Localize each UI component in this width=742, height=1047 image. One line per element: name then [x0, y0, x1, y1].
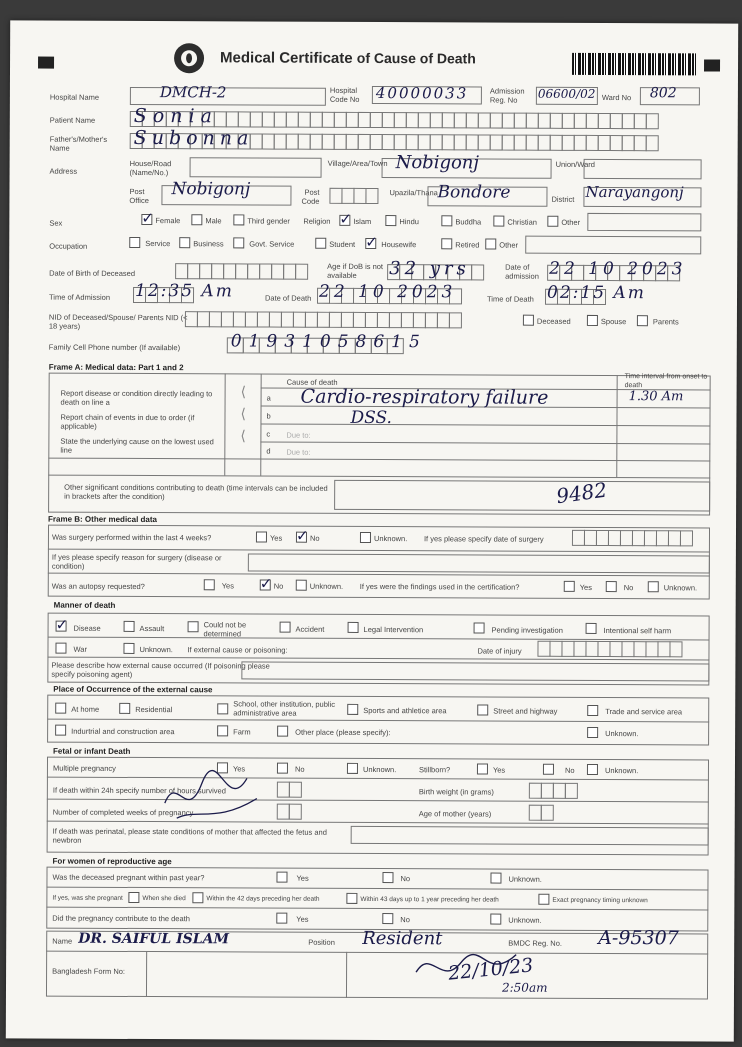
women-title: For women of reproductive age: [52, 856, 172, 867]
street-label: Street and highway: [493, 706, 558, 716]
accident-label: Accident: [295, 624, 325, 634]
upazila-label: Upazila/Thana: [389, 188, 438, 198]
stillborn-unknown-checkbox[interactable]: [587, 764, 598, 775]
school-label: School, other institution, public administrative area: [233, 699, 335, 718]
findings-no-label: No: [623, 583, 634, 593]
contribute-no-checkbox[interactable]: [382, 913, 393, 924]
business-checkbox[interactable]: [179, 237, 190, 248]
retired-checkbox[interactable]: [441, 238, 452, 249]
self-harm-label: Intentional self harm: [603, 626, 672, 636]
disease-checkbox[interactable]: [56, 621, 67, 632]
contribute-question: Did the pregnancy contribute to the death: [52, 913, 190, 924]
mother-age-cells[interactable]: [529, 805, 553, 821]
parents-label: Parents: [652, 317, 679, 327]
male-checkbox[interactable]: [191, 214, 202, 225]
war-checkbox[interactable]: [55, 643, 66, 654]
union-field[interactable]: [584, 159, 702, 180]
page-title: Medical Certificate of Cause of Death: [220, 49, 476, 67]
stillborn-no-checkbox[interactable]: [543, 764, 554, 775]
disease-label: Disease: [73, 623, 101, 633]
toa-label: Time of Admission: [48, 292, 111, 302]
form-no-label: Bangladesh Form No:: [52, 966, 126, 976]
certificate-page: [6, 20, 738, 1041]
spouse-label: Spouse: [600, 316, 627, 327]
nid-label: NID of Deceased/Spouse/ Parents NID (< 18 years): [48, 312, 188, 331]
findings-unknown-checkbox[interactable]: [648, 581, 659, 592]
mother-age-label: Age of mother (years): [418, 809, 492, 819]
govt-service-checkbox[interactable]: [233, 237, 244, 248]
perinatal-field[interactable]: [351, 826, 709, 846]
residential-label: Residential: [135, 704, 173, 715]
due-to-d: Due to:: [286, 447, 311, 457]
interval-a-value: 1.30 Am: [628, 389, 684, 405]
sports-checkbox[interactable]: [347, 704, 358, 715]
pregnant-yes-checkbox[interactable]: [276, 872, 287, 883]
war-label: War: [73, 644, 87, 654]
union-label: Union/Ward: [555, 159, 595, 169]
retired-label: Retired: [455, 240, 480, 250]
other-religion-field[interactable]: [587, 213, 701, 231]
other-occupation-field[interactable]: [525, 236, 701, 255]
exact-checkbox[interactable]: [538, 894, 549, 905]
female-label: Female: [155, 216, 181, 226]
hospital-name-label: Hospital Name: [49, 92, 100, 102]
village-label: Village/Area/Town: [327, 158, 388, 169]
post-office-value: Nobigonj: [171, 179, 251, 200]
dob-cells[interactable]: [175, 263, 307, 280]
pregnant-no-checkbox[interactable]: [382, 872, 393, 883]
religion-label: Religion: [303, 216, 331, 226]
signer-name-value: DR. SAIFUL ISLAM: [78, 930, 230, 948]
spouse-checkbox[interactable]: [587, 315, 598, 326]
street-checkbox[interactable]: [477, 704, 488, 715]
contribute-yes-label: Yes: [296, 914, 309, 924]
pending-label: Pending investigation: [491, 625, 563, 635]
other-religion-label: Other: [561, 217, 581, 227]
manner-unknown-label: Unknown.: [139, 644, 173, 655]
post-code-label: Post Code: [301, 187, 320, 206]
part1-a-text: Report disease or condition directly leading to death on line a: [60, 388, 213, 407]
signature-scribble-stamp: [157, 763, 277, 834]
surgery-date-cells[interactable]: [572, 530, 692, 547]
due-to-c: Due to:: [286, 430, 311, 440]
birth-weight-cells[interactable]: [529, 783, 577, 799]
surgery-no-checkbox[interactable]: [296, 532, 307, 543]
within42-checkbox[interactable]: [192, 892, 203, 903]
findings-yes-checkbox[interactable]: [564, 581, 575, 592]
hospital-code-label: Hospital Code No: [329, 85, 360, 104]
part1-b-text: Report chain of events in due to order (if applicable): [60, 412, 195, 431]
frame-b-title: Frame B: Other medical data: [48, 514, 157, 525]
christian-label: Christian: [507, 217, 537, 227]
could-not-label: Could not be determined: [203, 620, 247, 639]
autopsy-yes-checkbox[interactable]: [204, 579, 215, 590]
multiple-no-label: No: [294, 764, 305, 774]
signer-position-value: Resident: [362, 927, 443, 950]
autopsy-no-checkbox[interactable]: [260, 580, 271, 591]
tod-value: 02:15 Am: [546, 282, 646, 304]
findings-unknown-label: Unknown.: [663, 583, 698, 593]
contribute-yes-checkbox[interactable]: [276, 913, 287, 924]
sex-label: Sex: [49, 218, 63, 228]
when-question: If yes, was she pregnant: [52, 894, 123, 902]
dob-label: Date of Birth of Deceased: [49, 268, 136, 278]
place-title: Place of Occurrence of the external cause: [53, 684, 213, 695]
toa-value: 12:35 Am: [135, 280, 234, 302]
multiple-pregnancy-label: Multiple pregnancy: [52, 763, 116, 773]
other-religion-checkbox[interactable]: [547, 216, 558, 227]
father-name-value: Subonna: [133, 126, 254, 150]
admission-reg-label: Admission Reg. No: [489, 86, 525, 105]
male-label: Male: [205, 216, 222, 226]
autopsy-no-label: No: [273, 581, 284, 591]
signer-position-label: Position: [308, 937, 335, 947]
multiple-unknown-label: Unknown.: [362, 764, 397, 775]
surgery-reason-field[interactable]: [248, 553, 710, 573]
surgery-question: Was surgery performed within the last 4 weeks?: [51, 532, 212, 543]
autopsy-unknown-checkbox[interactable]: [296, 580, 307, 591]
hindu-label: Hindu: [399, 217, 419, 227]
housewife-label: Housewife: [381, 240, 417, 250]
within43-checkbox[interactable]: [346, 893, 357, 904]
exact-label: Exact pregnancy timing unknown: [552, 896, 648, 905]
age-value: 32 yrs: [389, 258, 470, 280]
part2-text: Other significant conditions contributing to death (time intervals can be included in brackets after the condition): [64, 482, 328, 502]
cause-header: Cause of death: [286, 377, 338, 387]
within24-cells[interactable]: [277, 782, 301, 798]
hospital-name-value: DMCH-2: [159, 83, 227, 102]
hospital-code-value: 40000033: [375, 84, 469, 103]
age-label: Age if DoB is not available: [327, 261, 384, 280]
industrial-checkbox[interactable]: [55, 725, 66, 736]
within24-label: If death within 24h specify number of hours survived: [52, 785, 226, 796]
weeks-cells[interactable]: [277, 804, 301, 820]
sign-date-value: 22/10/23: [447, 954, 535, 985]
sports-label: Sports and athletice area: [363, 705, 447, 716]
upazila-value: Bondore: [437, 182, 511, 203]
hindu-checkbox[interactable]: [385, 215, 396, 226]
patient-name-value: Sonia: [133, 104, 218, 128]
deceased-checkbox[interactable]: [523, 315, 534, 326]
pregnant-unknown-checkbox[interactable]: [490, 873, 501, 884]
islam-label: Islam: [353, 216, 372, 226]
contribute-no-label: No: [400, 915, 410, 925]
third-gender-checkbox[interactable]: [233, 214, 244, 225]
surgery-unknown-label: Unknown.: [373, 534, 408, 544]
doa-value: 22 10 2023: [549, 258, 687, 280]
when-died-checkbox[interactable]: [128, 892, 139, 903]
pregnant-yes-label: Yes: [296, 873, 309, 883]
weeks-label: Number of completed weeks of pregnancy: [52, 807, 194, 818]
house-label: House/Road (Name/No.): [129, 158, 172, 178]
stillborn-label: Stillborn?: [418, 765, 451, 775]
buddha-label: Buddha: [455, 217, 482, 227]
school-checkbox[interactable]: [217, 703, 228, 714]
bmdc-label: BMDC Reg. No.: [508, 938, 562, 948]
contribute-unknown-checkbox[interactable]: [490, 914, 501, 925]
phone-value: 01931058615: [230, 331, 427, 353]
female-checkbox[interactable]: [141, 214, 152, 225]
manner-unknown-checkbox[interactable]: [123, 643, 134, 654]
ward-label: Ward No: [601, 92, 632, 103]
district-label: District: [551, 194, 575, 204]
line-a-label: a: [266, 393, 271, 403]
tod-label: Time of Death: [486, 294, 534, 304]
christian-checkbox[interactable]: [493, 216, 504, 227]
legal-label: Legal Intervention: [363, 624, 424, 635]
dod-label: Date of Death: [264, 293, 312, 303]
signer-name-label: Name: [52, 936, 73, 946]
surgery-unknown-checkbox[interactable]: [360, 532, 371, 543]
ward-value: 802: [649, 85, 677, 102]
multiple-no-checkbox[interactable]: [277, 763, 288, 774]
findings-yes-label: Yes: [579, 582, 593, 592]
when-died-label: When she died: [142, 895, 186, 903]
farm-checkbox[interactable]: [217, 725, 228, 736]
date-injury-cells[interactable]: [537, 641, 681, 658]
manner-title: Manner of death: [53, 600, 116, 610]
birth-weight-label: Birth weight (in grams): [418, 787, 494, 797]
other-place-checkbox[interactable]: [277, 726, 288, 737]
autopsy-unknown-label: Unknown.: [309, 581, 344, 591]
third-gender-label: Third gender: [247, 216, 290, 226]
corner-mark-right: [704, 59, 720, 71]
trade-checkbox[interactable]: [587, 705, 598, 716]
place-unknown-label: Unknown.: [605, 729, 639, 739]
residential-checkbox[interactable]: [119, 703, 130, 714]
cause-a-value: Cardio-respiratory failure: [300, 385, 549, 409]
other-place-label: Other place (please specify):: [295, 727, 391, 738]
assault-checkbox[interactable]: [124, 621, 135, 632]
cause-b-value: DSS.: [350, 407, 392, 429]
line-c-label: c: [266, 429, 271, 439]
perinatal-label: If death was perinatal, please state conditions of mother that affected the fetus and newbron: [52, 826, 327, 845]
fetal-title: Fetal or infant Death: [53, 746, 131, 756]
interval-header: Time interval from onset to death: [624, 373, 708, 390]
line-d-label: d: [266, 446, 271, 456]
village-value: Nobigonj: [395, 152, 480, 174]
frame-a-title: Frame A: Medical data: Part 1 and 2: [48, 362, 184, 373]
district-value: Narayangonj: [585, 182, 684, 202]
barcode: [572, 53, 696, 76]
house-field[interactable]: [190, 157, 322, 178]
brace-b-icon: ⟨: [240, 405, 247, 422]
place-unknown-checkbox[interactable]: [587, 727, 598, 738]
admission-reg-value: 06600/02: [537, 86, 596, 101]
scribble-number: 9482: [554, 477, 609, 509]
sign-time-value: 2:50am: [501, 980, 548, 995]
islam-checkbox[interactable]: [339, 215, 350, 226]
within43-label: Within 43 days up to 1 year preceding her death: [360, 895, 499, 904]
autopsy-question: Was an autopsy requested?: [51, 581, 145, 592]
pending-checkbox[interactable]: [474, 622, 485, 633]
post-code-cells[interactable]: [329, 188, 377, 204]
corner-mark-left: [38, 57, 54, 69]
brace-c-icon: ⟨: [240, 427, 246, 444]
farm-label: Farm: [233, 727, 251, 737]
post-office-label: Post Office: [129, 186, 149, 206]
address-label: Address: [49, 166, 78, 176]
student-checkbox[interactable]: [315, 238, 326, 249]
phone-label: Family Cell Phone number (If available): [48, 342, 181, 353]
stillborn-yes-checkbox[interactable]: [477, 763, 488, 774]
nid-cells[interactable]: [185, 311, 461, 328]
surgery-reason-label: If yes please specify reason for surgery (disease or condition): [51, 552, 222, 571]
other-occupation-label: Other: [499, 240, 519, 250]
parents-checkbox[interactable]: [637, 315, 648, 326]
assault-label: Assault: [139, 623, 165, 634]
housewife-checkbox[interactable]: [365, 238, 376, 249]
industrial-label: Indurtrial and construction area: [71, 726, 175, 737]
multiple-yes-label: Yes: [232, 764, 246, 774]
part1-c-text: State the underlying cause on the lowest used line: [60, 436, 214, 455]
dod-value: 22 10 2023: [318, 281, 457, 303]
bmdc-value: A-95307: [598, 926, 679, 950]
findings-no-checkbox[interactable]: [606, 581, 617, 592]
father-name-label: Father's/Mother's Name: [49, 134, 108, 153]
describe-label: Please describe how external cause occurred (If poisoning please specify poisoning agent): [51, 660, 270, 679]
date-injury-label: Date of injury: [477, 646, 522, 656]
signature-icon: [406, 942, 526, 993]
contribute-unknown-label: Unknown.: [508, 915, 542, 925]
occupation-label: Occupation: [49, 241, 88, 251]
patient-name-label: Patient Name: [49, 115, 96, 125]
line-b-label: b: [266, 411, 271, 421]
legal-checkbox[interactable]: [348, 622, 359, 633]
govt-service-label: Govt. Service: [249, 239, 295, 249]
service-checkbox[interactable]: [129, 237, 140, 248]
at-home-checkbox[interactable]: [55, 703, 66, 714]
surgery-yes-checkbox[interactable]: [256, 531, 267, 542]
stillborn-unknown-label: Unknown.: [604, 766, 639, 776]
autopsy-findings-label: If yes were the findings used in the certification?: [359, 581, 520, 592]
surgery-date-label: If yes please specify date of surgery: [423, 534, 544, 544]
stillborn-no-label: No: [564, 765, 575, 775]
service-label: Service: [145, 239, 171, 249]
accident-checkbox[interactable]: [280, 622, 291, 633]
stillborn-yes-label: Yes: [492, 765, 506, 775]
multiple-unknown-checkbox[interactable]: [347, 763, 358, 774]
business-label: Business: [193, 239, 224, 249]
surgery-no-label: No: [309, 533, 320, 543]
pregnant-no-label: No: [400, 874, 411, 884]
could-not-checkbox[interactable]: [188, 621, 199, 632]
at-home-label: At home: [71, 704, 100, 714]
deceased-label: Deceased: [536, 316, 571, 326]
other-occupation-checkbox[interactable]: [485, 238, 496, 249]
autopsy-yes-label: Yes: [221, 581, 235, 591]
brace-a-icon: ⟨: [240, 383, 247, 400]
trade-label: Trade and service area: [605, 707, 683, 717]
part2-field[interactable]: [334, 477, 710, 512]
student-label: Student: [329, 239, 356, 249]
buddha-checkbox[interactable]: [441, 215, 452, 226]
within42-label: Within the 42 days preceding her death: [206, 895, 320, 903]
self-harm-checkbox[interactable]: [586, 623, 597, 634]
pregnant-unknown-label: Unknown.: [508, 874, 542, 884]
describe-field[interactable]: [241, 661, 709, 681]
external-label: If external cause or poisoning:: [187, 645, 288, 655]
pregnant-question: Was the deceased pregnant within past year?: [52, 872, 205, 883]
doa-label: Date of admission: [505, 262, 539, 281]
surgery-yes-label: Yes: [269, 533, 283, 543]
